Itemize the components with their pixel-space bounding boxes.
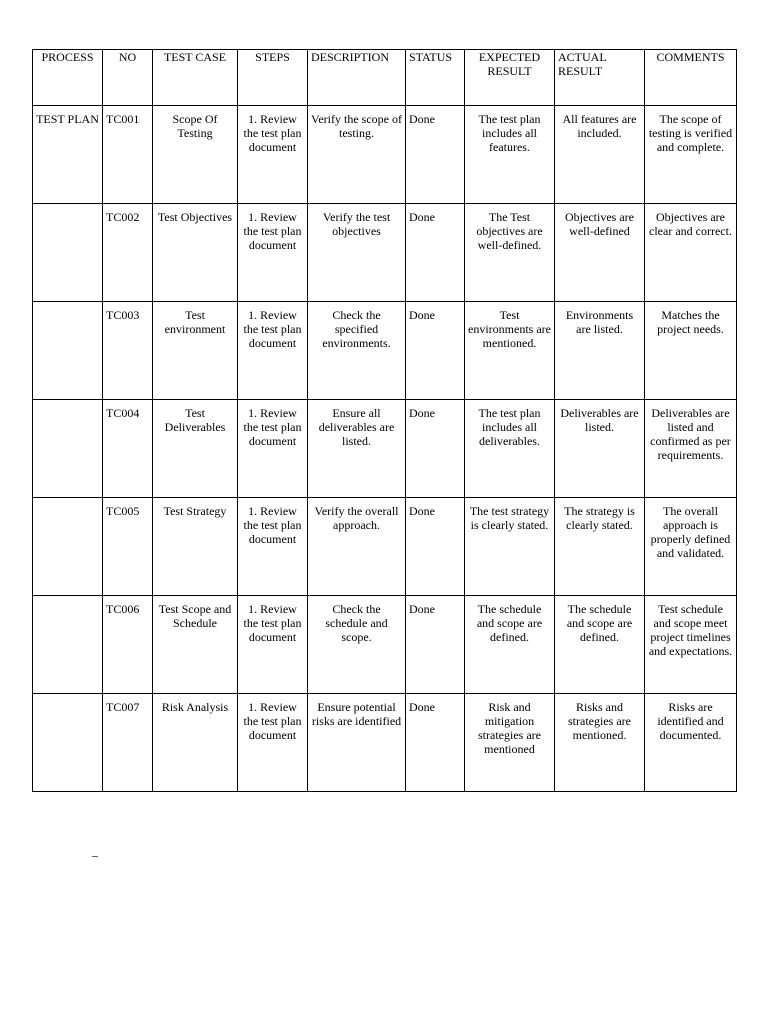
cell-no: TC006 [103,596,153,694]
cell-status: Done [406,498,465,596]
table-row [33,596,737,694]
cell-process [33,400,103,498]
cell-expected-result: Test environments are mentioned. [465,302,555,400]
cell-steps: 1. Review the test plan document [238,400,308,498]
cell-description: Verify the scope of testing. [308,106,406,204]
cell-test-case: Scope Of Testing [153,106,238,204]
header-test-case: TEST CASE [153,50,238,106]
cell-process: TEST PLAN [33,106,103,204]
cell-test-case: Test Deliverables [153,400,238,498]
cell-actual-result: Environments are listed. [555,302,645,400]
cell-test-case: Risk Analysis [153,694,238,792]
table-row [33,694,737,792]
cell-test-case: Test Objectives [153,204,238,302]
cell-process [33,302,103,400]
cell-actual-result: Deliverables are listed. [555,400,645,498]
cell-comments: The scope of testing is verified and complete. [645,106,737,204]
table-row [33,204,737,302]
cell-process [33,694,103,792]
cell-expected-result: The Test objectives are well-defined. [465,204,555,302]
cell-test-case: Test Scope and Schedule [153,596,238,694]
cell-comments: Risks are identified and documented. [645,694,737,792]
cell-actual-result: All features are included. [555,106,645,204]
cell-process [33,204,103,302]
cell-process [33,596,103,694]
header-description: DESCRIPTION [308,50,406,106]
table-row [33,106,737,204]
cell-no: TC002 [103,204,153,302]
cell-status: Done [406,204,465,302]
cell-comments: The overall approach is properly defined and validated. [645,498,737,596]
cell-description: Ensure all deliverables are listed. [308,400,406,498]
cell-expected-result: Risk and mitigation strategies are mentioned [465,694,555,792]
cell-comments: Matches the project needs. [645,302,737,400]
cell-status: Done [406,596,465,694]
cell-no: TC004 [103,400,153,498]
cell-test-case: Test Strategy [153,498,238,596]
cell-no: TC007 [103,694,153,792]
cell-no: TC005 [103,498,153,596]
cell-actual-result: Risks and strategies are mentioned. [555,694,645,792]
table-row [33,400,737,498]
header-process: PROCESS [33,50,103,106]
header-no: NO [103,50,153,106]
cell-description: Verify the test objectives [308,204,406,302]
cell-actual-result: The schedule and scope are defined. [555,596,645,694]
cell-comments: Test schedule and scope meet project timelines and expectations. [645,596,737,694]
cell-status: Done [406,106,465,204]
header-comments: COMMENTS [645,50,737,106]
cell-steps: 1. Review the test plan document [238,596,308,694]
cell-actual-result: Objectives are well-defined [555,204,645,302]
header-status: STATUS [406,50,465,106]
cell-description: Check the schedule and scope. [308,596,406,694]
cell-steps: 1. Review the test plan document [238,694,308,792]
header-steps: STEPS [238,50,308,106]
cell-comments: Objectives are clear and correct. [645,204,737,302]
footer-dash: – [92,848,98,862]
table-row [33,498,737,596]
cell-steps: 1. Review the test plan document [238,204,308,302]
cell-expected-result: The test plan includes all features. [465,106,555,204]
header-row [33,50,737,106]
cell-steps: 1. Review the test plan document [238,106,308,204]
header-expected-result: EXPECTED RESULT [465,50,555,106]
cell-steps: 1. Review the test plan document [238,498,308,596]
cell-expected-result: The schedule and scope are defined. [465,596,555,694]
test-case-table [32,49,737,792]
cell-steps: 1. Review the test plan document [238,302,308,400]
cell-description: Ensure potential risks are identified [308,694,406,792]
cell-process [33,498,103,596]
cell-status: Done [406,302,465,400]
cell-expected-result: The test plan includes all deliverables. [465,400,555,498]
cell-status: Done [406,694,465,792]
cell-status: Done [406,400,465,498]
table-row [33,302,737,400]
cell-description: Verify the overall approach. [308,498,406,596]
cell-actual-result: The strategy is clearly stated. [555,498,645,596]
cell-description: Check the specified environments. [308,302,406,400]
cell-comments: Deliverables are listed and confirmed as per requirements. [645,400,737,498]
cell-expected-result: The test strategy is clearly stated. [465,498,555,596]
header-actual-result: ACTUAL RESULT [555,50,645,106]
cell-no: TC003 [103,302,153,400]
cell-test-case: Test environment [153,302,238,400]
cell-no: TC001 [103,106,153,204]
